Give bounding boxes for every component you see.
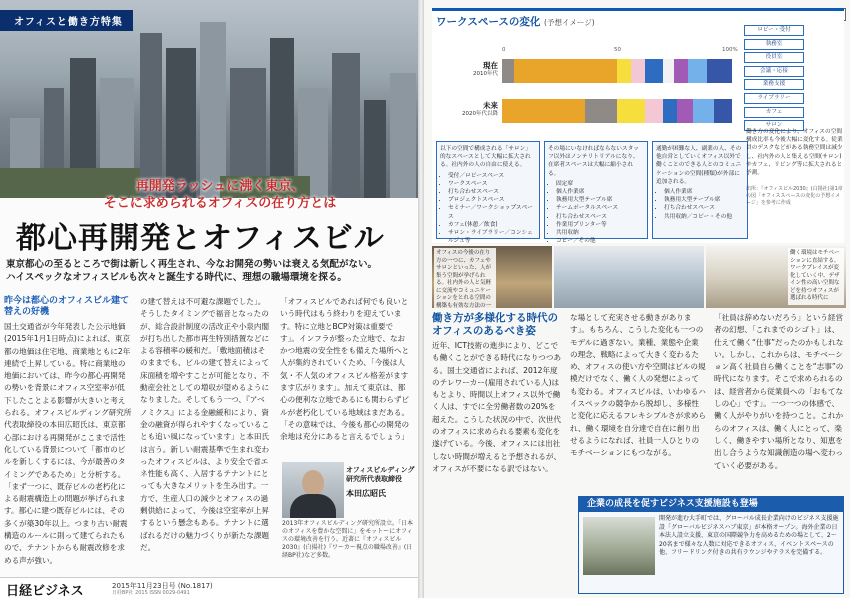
right-body-column-3: 「社員は辞めないだろう」という経営者の幻想、「これまでのシゴト」は、仕えて働く“仕事”だったのかもしれない。しかし、これからは、モチベーション高く社員自ら働くことを“志事”の時代になります。そこで求められるのは、経営者から従業員への「おもてなしの心」です」。一つ一つの体感で、働く人がやりがいを持つこと。これからのオフィスは、働く人にとって、楽しく、働きやすい場所となり、知恵を出し合うような知識創造の場へ変わっていく必要がある。: [714, 313, 844, 470]
chart-legend: [744, 25, 804, 134]
info3_items-0: • 個人作業席: [664, 188, 744, 196]
bar-segment-0-0: [502, 59, 514, 83]
info2_items-6: • 共用収納: [556, 229, 644, 237]
left-footer: [0, 577, 418, 598]
bar-segment-0-2: [617, 59, 631, 83]
info3_items-2: • 打ち合わせスペース: [664, 204, 744, 212]
bar-segment-0-3: [631, 59, 645, 83]
legend-item-7: サロン: [744, 120, 804, 131]
portrait-photo: [282, 462, 344, 518]
support-box-text: 開発が進む大手町では、グローバル成長企業向けのビジネス支援施設「グローバルビジネスハブ東京」が本格オープン。海外企業の日本法人設立支援、東京の国際競争力を高めるための場として、2〜20名まで様々な人数に対応できるオフィス、イベントスペースの他、フリードリンク付きの共有ラウンジやテラスを完備する。: [659, 515, 839, 557]
article-headline: 都心再開発とオフィスビル: [16, 221, 385, 256]
info-box-desk: その場にいなければならないスタッフ以外はノンテリトリアルになり、在席者スペースは大幅に縮小される。 • 固定席 • 個人作業席 • 執務用大型テーブル席 • チームポータルスペース • 打ち合わせスペース • 作業用プリンター等 • 共用収納 • コピー／その他: [544, 141, 648, 239]
bar-segment-1-7: [714, 99, 732, 123]
bar-segment-1-6: [693, 99, 714, 123]
info2_items-2: • 執務用大型テーブル席: [556, 196, 644, 204]
right-body-column-1: 近年、ICT技術の進歩により、どこでも働くことができる時代になりつつある。国土交通省によれば、2012年度のテレワーカー(雇用されている人)はもとより、時間以上オフィス以外で働く人は、すでに全労働者数の20%を超えた。こうした状況の中で、次世代のオフィスに求められる要素も変化を遂げている。今後、オフィスには出社しない時間が増えると予想されるが、オフィスが不要になる訳ではない。: [432, 341, 562, 473]
section-heading: 働き方が多様化する時代の オフィスのあるべき姿: [432, 312, 558, 337]
bar-segment-1-0: [502, 99, 585, 123]
body-column-3: 「オフィスビルであれば何でも良いという時代はもう終わりを迎えています。特に立地とBCP対策は重要です」。インフラが整った立地で、なおかつ地震の安全性をも備えた場所へと人が集約されていくため、「今後は人気・不人気のオフィスビル格差がますます広がります」。加えて東京は、都心の便利な立地であるにも関わらずビルが老朽化している地域はまだある。「その意味では、今後も都心の開発の余地は充分にあると言えるでしょう」: [280, 297, 410, 442]
chart-title: ワークスペースの変化 (予想イメージ): [436, 16, 595, 28]
legend-item-4: 業務支援: [744, 79, 804, 90]
info1_items-0: • 受付／ロビースペース: [448, 172, 536, 180]
legend-item-6: カフェ: [744, 107, 804, 118]
info-box-salon: 以下の空間で構成される「サロン」的なスペースとして大幅に拡大される。社内外の人の自由に使える。 • 受付／ロビースペース • ワークスペース • 打ち合わせスペース • プロジェクトスペース • セミナー／ワークショップスペース • カフェ(休憩／飲食) • サロン・ライブラリー／コンシェルジュ等: [436, 141, 540, 239]
lead-text: 再開発ラッシュに沸く東京、 そこに求められるオフィスの在り方とは: [103, 179, 337, 211]
info-list-2: [548, 180, 644, 246]
office-photo-cafe: [432, 246, 552, 308]
legend-item-2: 役員室: [744, 52, 804, 63]
support-box-title: 企業の成長を促すビジネス支援施設も登場: [579, 497, 843, 512]
info1_items-1: • ワークスペース: [448, 180, 536, 188]
info3_items-3: • 共用収納／コピー・その他: [664, 213, 744, 221]
body-column-2: の建て替えは不可避な課題でした」。そうしたタイミングで福音となったのが、総合設計制度の活改正や小泉内閣が打ち出した都市再生特別措置などによる容積率の緩和だ。「敷地面積はそのままでも、ビルの建て替えによって床面積を増やすことが可能となり、不動産会社としての増収が望めるようになりました。そしてもう一つ、『アベノミクス』による金融緩和により、資金の融資が得られやすくなっていることも追い風になっています」と本田氏は言う。新しい耐震基準で生まれ変わったオフィスビルは、より安全で省エネ性能も高く、入居するテナントにとっても大きなメリットを生み出す。一方で、生産人口の減少とオフィスの過剰供給によって、今後は空室率が上昇するという懸念もある。テナントに選ばれるだけの魅力づくりが新たな課題だ。: [140, 297, 270, 552]
legend-item-3: 会議・応接: [744, 66, 804, 77]
info1_items-2: • 打ち合わせスペース: [448, 188, 536, 196]
section-tag: オフィスと働き方特集: [0, 10, 133, 31]
info1_items-5: • カフェ(休憩／飲食): [448, 221, 536, 229]
body-column-1: [4, 296, 132, 567]
issue-publisher: 日経BP社 2015 ISSN 0029-0491: [112, 590, 190, 596]
photo-caption-2: 働く環境はモチベーションに直結する。ワークプレイスが変化していく中、デザイン性の高い空間などを持つオフィスが選ばれる時代に: [788, 248, 844, 305]
legend-item-5: ライブラリー: [744, 93, 804, 104]
bar-segment-0-8: [707, 59, 732, 83]
business-support-box: [578, 496, 844, 594]
info3_items-1: • 執務用大型テーブル席: [664, 196, 744, 204]
info1_items-6: • サロン・ライブラリー／コンシェルジュ等: [448, 229, 536, 245]
x-tick-50: 50: [614, 47, 621, 53]
info-list-3: [656, 188, 744, 221]
portrait-caption-name: 本田広昭氏: [346, 489, 386, 498]
office-photo-lounge: [554, 246, 704, 308]
bar-segment-1-4: [663, 99, 677, 123]
info2_items-5: • 作業用プリンター等: [556, 221, 644, 229]
support-photo: [583, 517, 655, 575]
body-text-1: 国土交通省が今年発表した公示地価(2015年1月1日時点)によれば、東京都の地価は住宅地、商業地ともに2年連続で上昇している。特に商業地の地価においては、昨今の都心再開発の勢いを背景にオフィス空室率が低下したことよる影響が大きいと考えられる。オフィスビルディング研究所代表取締役の本田広昭氏は、東京都心部における再開発がここまで活性化している背景について「都市のビルを新しくするには、今が最善のタイミングであるため」と分析する。「まず一つに、既存ビルの老朽化による耐震構造上の問題が挙げられます。都心に建つ既存ビルには、その多くが築30年以上。つまり古い耐震構造のルールに則って建てられたもので、テナントからも耐震改修を求める声が強い。: [4, 322, 132, 565]
bar-segment-1-3: [645, 99, 663, 123]
right-page: [424, 0, 850, 598]
info2_items-0: • 固定席: [556, 180, 644, 188]
info1_items-4: • セミナー／ワークショップスペース: [448, 204, 536, 220]
bar-segment-1-5: [677, 99, 693, 123]
left-page: [0, 0, 418, 598]
bar-current: [502, 59, 732, 83]
info1_items-3: • プロジェクトスペース: [448, 196, 536, 204]
info2_items-1: • 個人作業席: [556, 188, 644, 196]
info2_items-4: • 打ち合わせスペース: [556, 213, 644, 221]
info2_items-3: • チームポータルスペース: [556, 204, 644, 212]
bar-segment-0-7: [688, 59, 706, 83]
info-list-1: [440, 172, 536, 246]
bar-segment-0-1: [514, 59, 618, 83]
legend-item-1: 執務室: [744, 39, 804, 50]
bar-segment-1-2: [617, 99, 645, 123]
city-skyline-photo: [0, 0, 418, 198]
office-photo-atrium: [706, 246, 846, 308]
row-label-future: 未来 2020年代以降: [462, 101, 498, 117]
workspace-chart: [432, 8, 844, 243]
issue-date: 2015年11月23日号 (No.1817): [112, 582, 213, 590]
author-bio: 2013年オフィスビルディング研究所設立。「日本のオフィスを豊かな空間に」をモットーにオフィスの環境改善を行う。近著に『オフィスビル2030』(白揚社)『ワーカー視点の職場改善』(日経BP社)など多数。: [282, 520, 414, 559]
x-tick-100: 100%: [722, 47, 738, 53]
bar-future: [502, 99, 732, 123]
article-deck: 東京都心の至るところで街は新しく再生され、今なお開発の勢いは衰える気配がない。 ハイスペックなオフィスビルも次々と誕生する時代に、理想の職場環境を探る。: [6, 259, 377, 283]
right-body-column-2: な場として充実させる動きがあります」。もちろん、こうした変化も一つのモデルに過ぎない。業種、業態や企業の理念、戦略によって大きく変わるため、オフィスの使い方や空間はビルの規模だけでなく、働く人の発想によっても変わる。オフィスビルは、いわゆるハイスペックの競争から脱却し、多様性と変化に応えるフレキシブルさが求められ、働く環境を自分達で自在に創り出せるようになれば、社員一人ひとりのモチベーションにもつながる。: [570, 313, 707, 458]
info2_items-7: • コピー／その他: [556, 237, 644, 245]
bar-segment-1-1: [585, 99, 617, 123]
legend-item-0: ロビー・受付: [744, 25, 804, 36]
bar-segment-0-6: [674, 59, 688, 83]
portrait-caption-title: オフィスビルディング研究所代表取締役: [346, 466, 415, 483]
article-subhead: 昨今は都心のオフィスビル建て替えの好機: [4, 296, 130, 317]
chart-side-text: 働き方の変化により、オフィスの空間構成比率も今後大幅に変化する。従業員のデスクなどがある執務空間は減少し、社内外の人と集える空間(サロン)やカフェ、リビング等に拡大されると予測。: [746, 129, 843, 177]
bar-segment-0-4: [645, 59, 663, 83]
bar-segment-0-5: [663, 59, 675, 83]
row-label-current: 現在 2010年代: [473, 61, 498, 77]
info-box-remote: 通勤が困難な人、副業の人、その他自営としていくオフィス以外で働くことのできる人とのコミュニケーションの空間(種類)が外部に追加される。 • 個人作業席 • 執務用大型テーブル席 • 打ち合わせスペース • 共用収納／コピー・その他: [652, 141, 748, 239]
chart-source-note: 出所：『オフィスビル2030』(白揚社)第1章の図「オフィススペースの変化の予想イメージ」を参考に作成: [746, 186, 843, 206]
magazine-logo: 日経ビジネス: [6, 584, 84, 598]
photo-caption-1: オフィスの今後の在り方の一つに、カフェやサロンといった、人が集う空間が挙げられる。社内外の人と気軽に交流やコミュニケーションをとれる空間の構築も有効な方法の一: [434, 248, 496, 308]
x-tick-0: 0: [502, 47, 506, 53]
